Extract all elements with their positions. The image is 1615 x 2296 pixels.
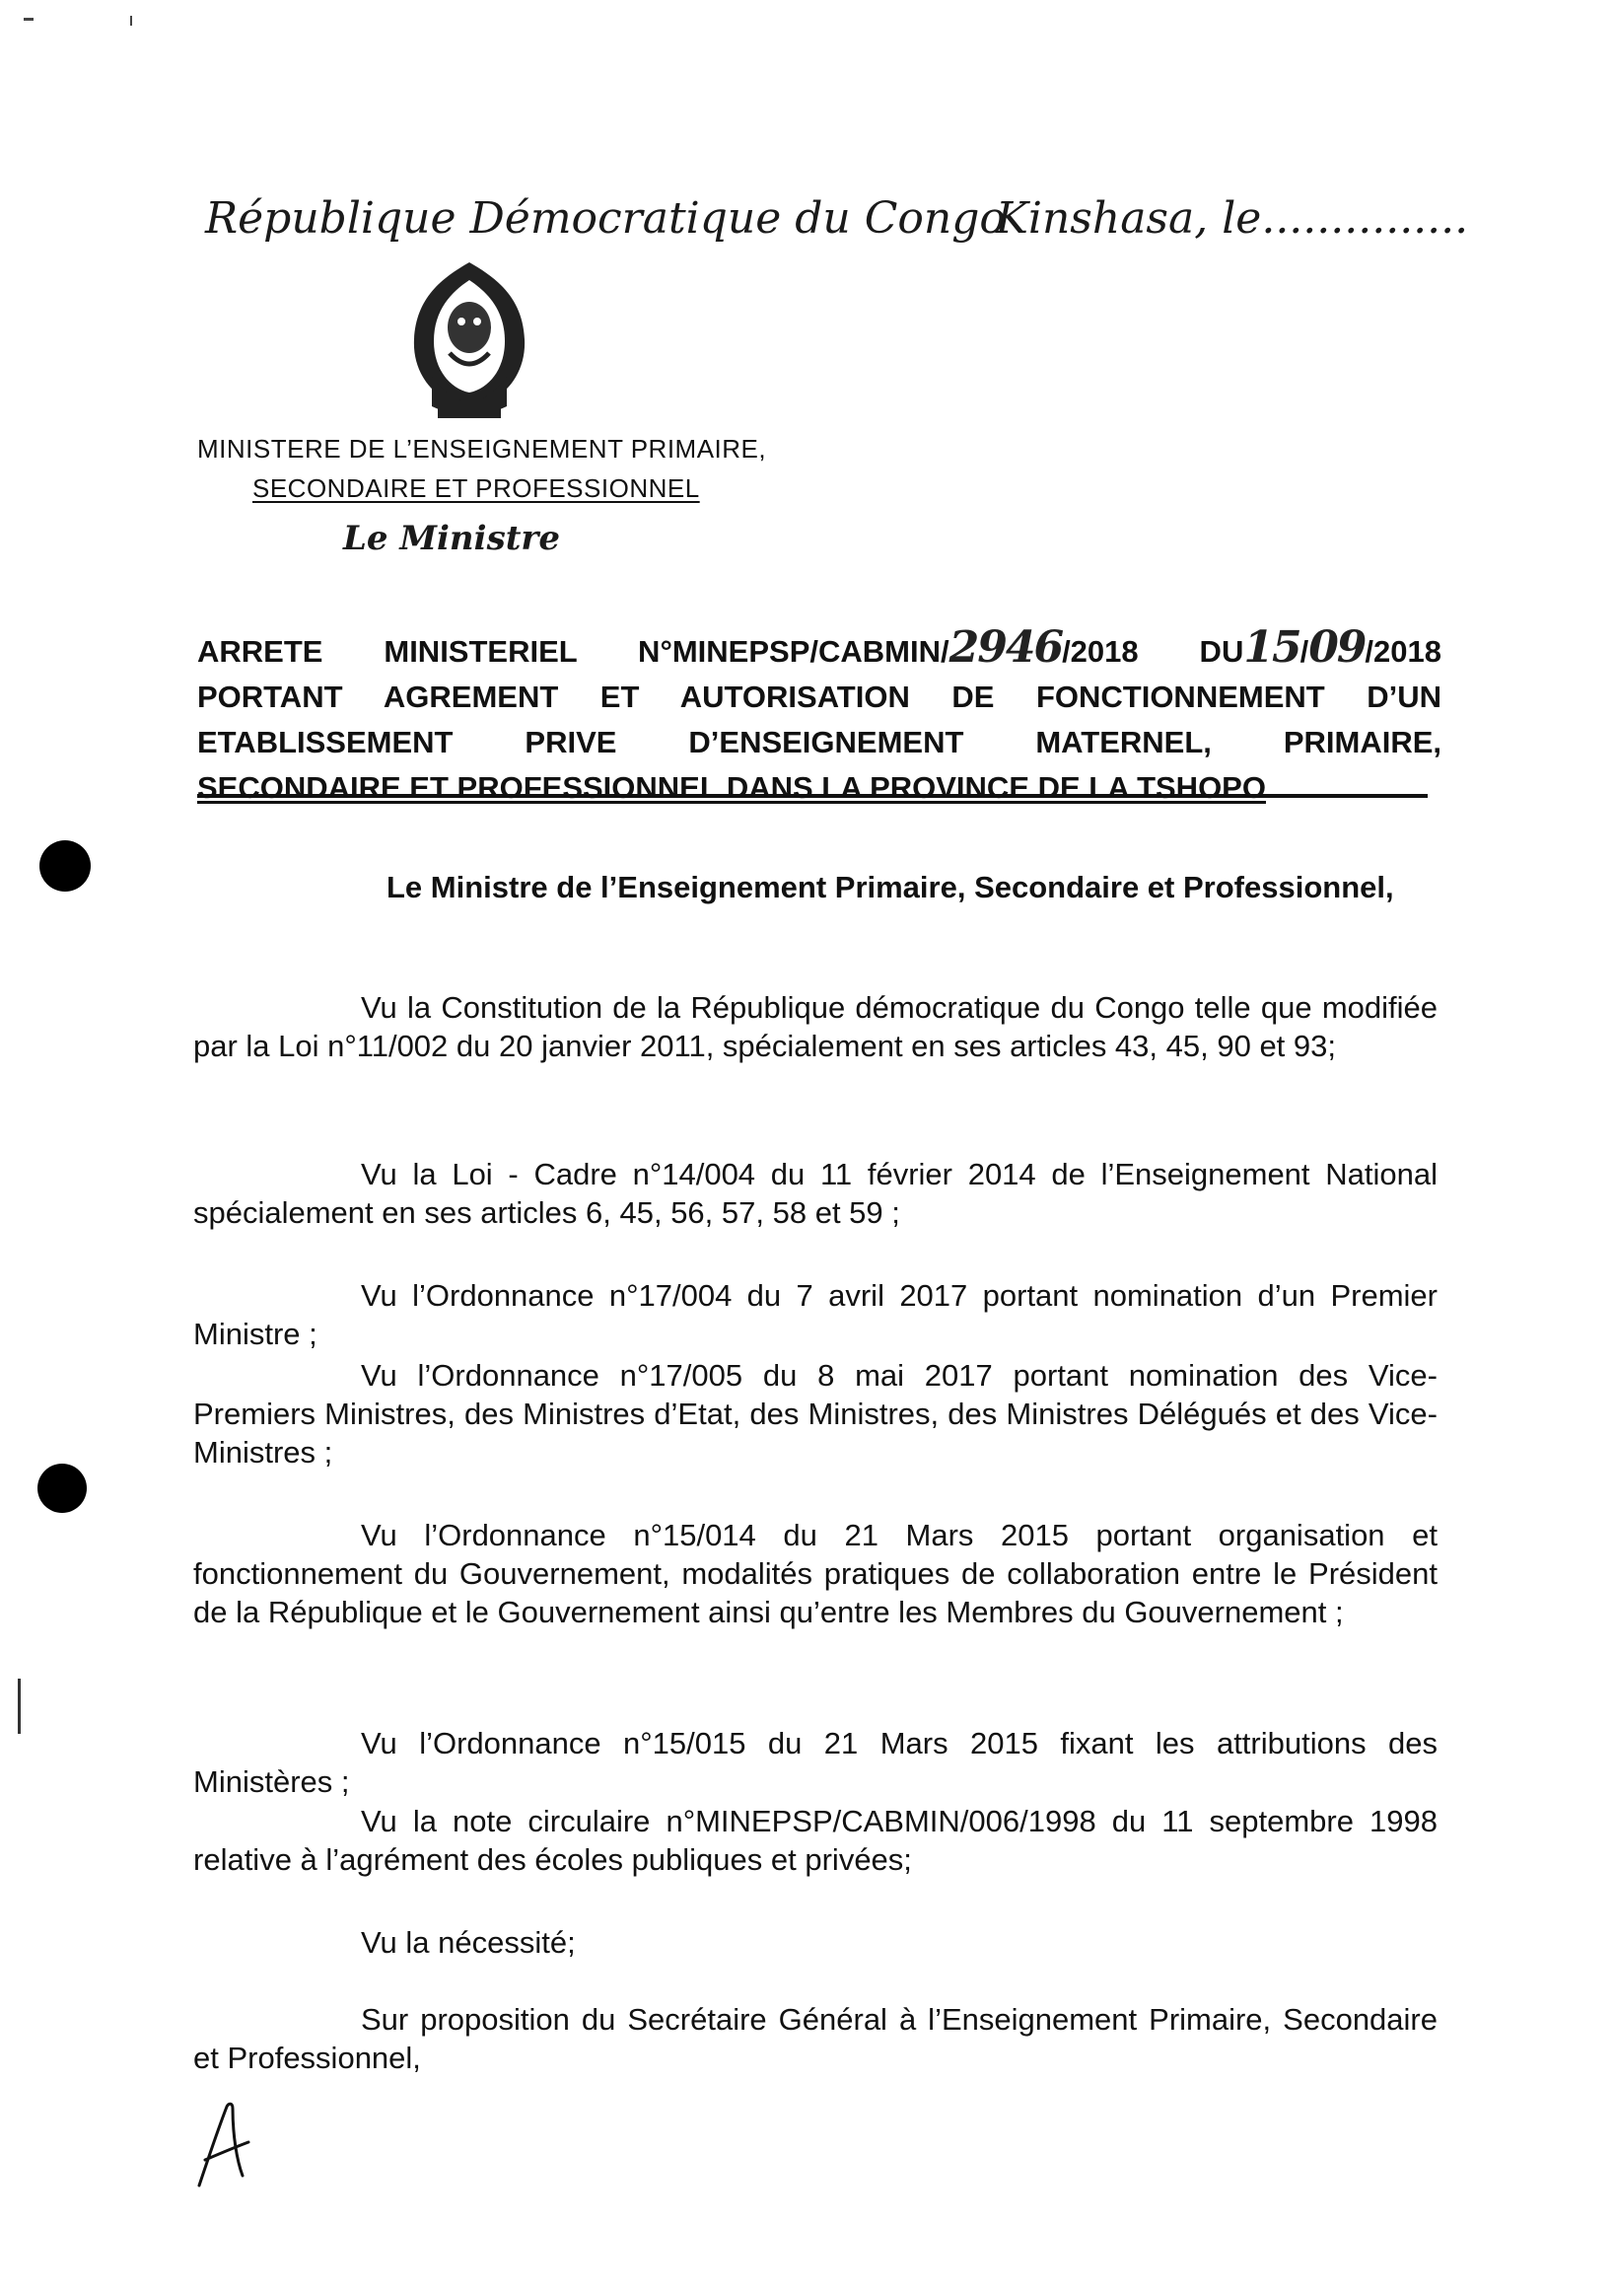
ministry-name-line1: MINISTERE DE L’ENSEIGNEMENT PRIMAIRE, xyxy=(197,434,767,464)
paragraph-text: Vu la note circulaire n°MINEPSP/CABMIN/006/1998 du 11 septembre 1998 relative à l’agrément des écoles publiques et privées; xyxy=(193,1804,1438,1877)
handwritten-initial-icon xyxy=(193,2099,252,2188)
paragraph-note-circulaire xyxy=(193,1802,1438,1879)
paragraph-necessite xyxy=(193,1923,1438,1962)
paragraph-text: Vu l’Ordonnance n°15/015 du 21 Mars 2015 fixant les attributions des Ministères ; xyxy=(193,1726,1438,1799)
decree-prefix: ARRETE MINISTERIEL N°MINEPSP/CABMIN/ xyxy=(197,634,949,669)
paragraph-text: Vu la nécessité; xyxy=(361,1925,576,1960)
scan-mark xyxy=(24,18,34,21)
paragraph-ordonnance-17-004 xyxy=(193,1276,1438,1353)
title-divider xyxy=(197,794,1428,798)
paragraph-proposition xyxy=(193,2000,1438,2077)
republic-heading: République Démocratique du Congo xyxy=(205,193,1006,244)
decree-year-end: /2018 xyxy=(1365,634,1441,669)
punch-hole xyxy=(39,840,91,892)
decree-year-sep: /2018 DU xyxy=(1062,634,1244,669)
paragraph-text: Vu la Loi - Cadre n°14/004 du 11 février 2014 de l’Enseignement National spécialement en ses articles 6, 45, 56, 57, 58 et 59 ; xyxy=(193,1157,1438,1230)
paragraph-ordonnance-17-005 xyxy=(193,1356,1438,1471)
paragraph-text: Vu l’Ordonnance n°17/005 du 8 mai 2017 portant nomination des Vice-Premiers Ministres, des Ministres d’Etat, des Ministres, des Ministres Délégués et des Vice-Ministres ; xyxy=(193,1358,1438,1470)
coat-of-arms-icon xyxy=(402,258,536,426)
decree-title-line2: PORTANT AGREMENT ET AUTORISATION DE FONCTIONNEMENT D’UN xyxy=(197,680,1441,714)
city-date-line: Kinshasa, le............... xyxy=(996,193,1469,244)
paragraph-text: Vu la Constitution de la République démocratique du Congo telle que modifiée par la Loi n°11/002 du 20 janvier 2011, spécialement en ses articles 43, 45, 90 et 93; xyxy=(193,990,1438,1063)
paragraph-text: Vu l’Ordonnance n°17/004 du 7 avril 2017 portant nomination d’un Premier Ministre ; xyxy=(193,1278,1438,1351)
decree-slash: / xyxy=(1299,634,1309,669)
decree-title-line3: ETABLISSEMENT PRIVE D’ENSEIGNEMENT MATERNEL, PRIMAIRE, xyxy=(197,725,1441,759)
minister-title: Le Ministre xyxy=(343,519,560,558)
paragraph-constitution xyxy=(193,988,1438,1065)
decree-title-line4: SECONDAIRE ET PROFESSIONNEL DANS LA PROVINCE DE LA TSHOPO xyxy=(197,770,1266,805)
decree-day-handwritten: 15 xyxy=(1243,622,1300,673)
paragraph-ordonnance-15-014 xyxy=(193,1516,1438,1631)
paragraph-loi-cadre xyxy=(193,1155,1438,1232)
decree-number-handwritten: 2946 xyxy=(948,622,1063,673)
punch-hole xyxy=(37,1464,87,1513)
paragraph-text: Vu l’Ordonnance n°15/014 du 21 Mars 2015 portant organisation et fonctionnement du Gouvernement, modalités pratiques de collaboration entre le Président de la République et le Gouvernement ainsi qu’entre les Membres du Gouvernement ; xyxy=(193,1518,1438,1629)
scan-mark xyxy=(130,16,132,26)
paragraph-text: Sur proposition du Secrétaire Général à l’Enseignement Primaire, Secondaire et Professionnel, xyxy=(193,2002,1438,2075)
decree-number-line xyxy=(197,622,1441,675)
scan-mark xyxy=(18,1679,21,1734)
minister-intro-text: Le Ministre de l’Enseignement Primaire, Secondaire et Professionnel, xyxy=(386,870,1394,904)
decree-title xyxy=(197,622,1441,811)
decree-month-handwritten: 09 xyxy=(1308,622,1366,673)
minister-intro xyxy=(193,868,1438,906)
ministry-name-line2: SECONDAIRE ET PROFESSIONNEL xyxy=(252,473,700,503)
paragraph-ordonnance-15-015 xyxy=(193,1724,1438,1801)
